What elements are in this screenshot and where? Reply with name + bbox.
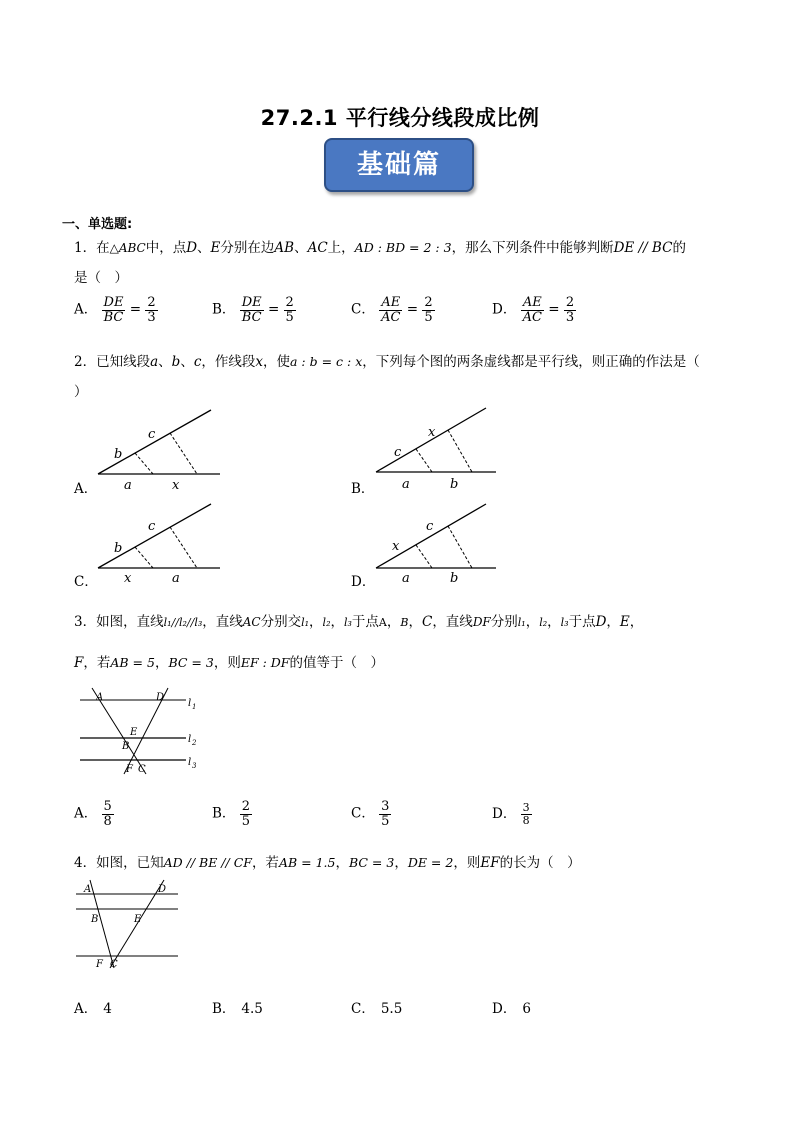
level-badge: 基础篇 (324, 138, 474, 192)
page-title: 27.2.1 平行线分线段成比例 (260, 106, 540, 130)
label-a: a (172, 571, 180, 586)
point-e: E (134, 914, 142, 925)
label-x: x (124, 571, 132, 586)
point-c: C (138, 764, 146, 775)
label-a: a (402, 571, 410, 586)
label-c: c (148, 519, 156, 534)
label-x: x (392, 539, 400, 554)
question-2-stem-line2: ） (74, 384, 88, 400)
question-1-option-c[interactable]: C． $\frac{AE}{AC}$ = $\frac{2}{5}$ (351, 295, 433, 325)
point-f: F (96, 959, 103, 970)
point-b: B (122, 741, 130, 752)
point-e: E (130, 727, 138, 738)
question-3-option-d[interactable]: D． $\frac{3}{8}$ (492, 801, 530, 827)
label-x: x (428, 425, 436, 440)
question-2-option-c[interactable]: C． (74, 574, 98, 590)
point-f: F (126, 764, 133, 775)
line-l2: l (188, 734, 192, 745)
question-1-stem: 1．在△ABC中，点D、E分别在边AB、AC上，AD : BD = 2 : 3，那么下列条件中能够判断DE // BC的 (74, 240, 686, 256)
question-4-option-d[interactable]: D． 6 (492, 1001, 531, 1017)
svg-text:1: 1 (192, 703, 197, 711)
question-3-stem: 3．如图，直线l₁//l₂//l₃，直线AC分别交l₁，l₂，l₃于点A，B，C，直线DF分别l₁，l₂，l₃于点D，E， (74, 614, 644, 630)
svg-text:3: 3 (192, 762, 197, 770)
question-3-option-b[interactable]: B． $\frac{2}{5}$ (212, 799, 250, 829)
question-3-option-a[interactable]: A． $\frac{5}{8}$ (74, 799, 112, 829)
label-c: c (394, 445, 402, 460)
point-c: C (110, 959, 118, 970)
question-2-option-b[interactable]: B． (351, 481, 375, 497)
question-1-stem-line2: 是（ ） (74, 270, 128, 286)
label-b: b (114, 447, 123, 462)
label-b: b (450, 477, 459, 492)
point-a: A (96, 692, 104, 703)
question-4-option-a[interactable]: A． 4 (74, 1001, 112, 1017)
point-b: B (91, 914, 99, 925)
question-2-figure-d (368, 496, 508, 588)
question-3-option-c[interactable]: C． $\frac{3}{5}$ (351, 799, 390, 829)
question-4-figure (74, 876, 184, 972)
question-2-figure-b (368, 400, 508, 495)
point-d: D (158, 884, 167, 895)
question-1-option-a[interactable]: A． $\frac{DE}{BC}$ = $\frac{2}{3}$ (74, 295, 156, 325)
label-x: x (172, 478, 180, 493)
label-c: c (148, 427, 156, 442)
point-d: D (156, 692, 165, 703)
line-l1: l (188, 698, 192, 709)
question-1-option-b[interactable]: B． $\frac{DE}{BC}$ = $\frac{2}{5}$ (212, 295, 294, 325)
point-a: A (84, 884, 92, 895)
question-1-option-d[interactable]: D． $\frac{AE}{AC}$ = $\frac{2}{3}$ (492, 295, 575, 325)
label-a: a (124, 478, 132, 493)
label-b: b (450, 571, 459, 586)
question-2-figure-a (90, 400, 230, 495)
question-4-option-b[interactable]: B． 4.5 (212, 1001, 263, 1017)
label-a: a (402, 477, 410, 492)
question-2-figure-c (90, 496, 230, 588)
question-4-stem: 4．如图，已知AD // BE // CF，若AB = 1.5，BC = 3，DE = 2，则EF的长为（ ） (74, 855, 581, 871)
label-b: b (114, 541, 123, 556)
section-heading: 一、单选题: (62, 217, 133, 232)
question-2-option-a[interactable]: A． (74, 481, 98, 497)
question-3-figure (76, 686, 206, 778)
line-l3: l (188, 757, 192, 768)
svg-text:2: 2 (192, 739, 197, 747)
question-3-stem-line2: F，若AB = 5，BC = 3，则EF : DF的值等于（ ） (74, 655, 384, 671)
question-2-option-d[interactable]: D． (351, 574, 376, 590)
question-2-stem: 2．已知线段a、b、c，作线段x，使a : b = c : x，下列每个图的两条虚线都是平行线，则正确的作法是（ (74, 354, 700, 370)
label-c: c (426, 519, 434, 534)
question-4-option-c[interactable]: C． 5.5 (351, 1001, 403, 1017)
